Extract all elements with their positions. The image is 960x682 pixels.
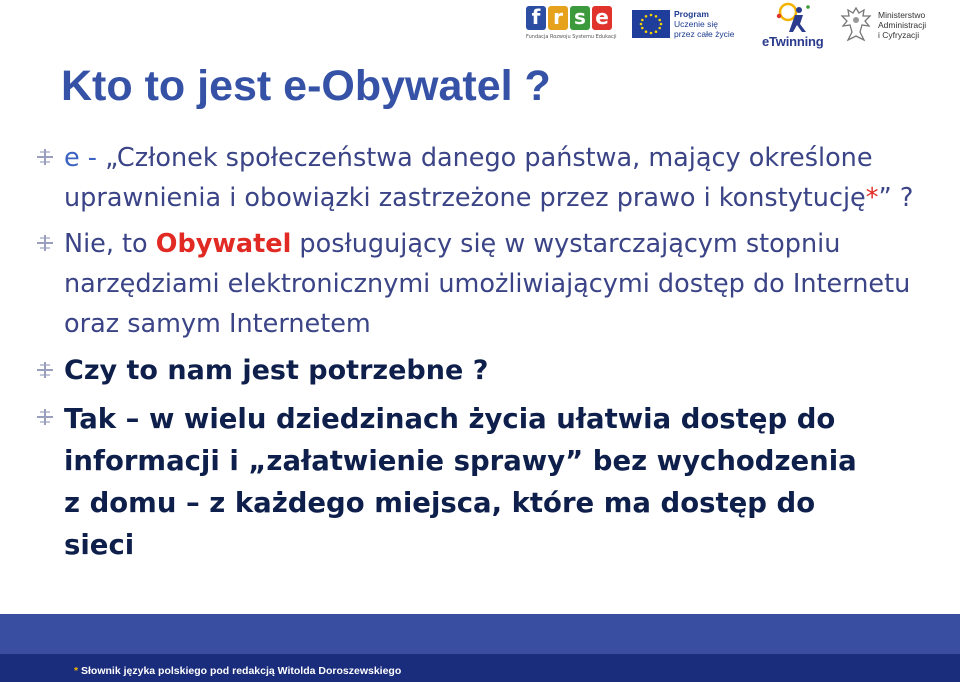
etwinning-logo bbox=[762, 2, 826, 52]
conclusion-line: sieci bbox=[64, 529, 135, 561]
frse-subtitle: Fundacja Rozwoju Systemu Edukacji bbox=[526, 34, 617, 40]
definition-suffix: ” ? bbox=[878, 183, 914, 213]
bullet-list bbox=[36, 138, 936, 566]
highlight-obywatel: Obywatel bbox=[155, 229, 292, 259]
frse-letter: s bbox=[570, 6, 590, 30]
eu-flag-icon bbox=[632, 10, 670, 38]
footnote bbox=[74, 665, 401, 677]
bullet-cross-icon bbox=[36, 148, 54, 166]
slide-title: Kto to jest e-Obywatel ? bbox=[61, 62, 551, 110]
bullet-definition bbox=[36, 138, 936, 218]
program-line: Program bbox=[674, 9, 709, 19]
program-line: przez całe życie bbox=[674, 29, 735, 39]
definition-text: „Członek społeczeństwa danego państwa, mający określone uprawnienia i obowiązki zastrzeżone przez prawo i konstytucję bbox=[64, 143, 873, 213]
frse-letter: e bbox=[592, 6, 612, 30]
answer-text-before: Nie, to bbox=[64, 229, 156, 259]
bullet-conclusion bbox=[36, 398, 936, 566]
bullet-cross-icon bbox=[36, 234, 54, 252]
frse-logo bbox=[526, 6, 618, 48]
footnote-star: * bbox=[74, 665, 79, 677]
answer-text-after: posługujący się w wystarczającym stopniu narzędziami elektronicznymi umożliwiającymi dostęp do Internetu oraz samym Internetem bbox=[64, 229, 911, 339]
ministry-line: Ministerstwo bbox=[878, 10, 926, 20]
footer-band bbox=[0, 614, 960, 654]
bullet-answer bbox=[36, 224, 936, 344]
footnote-star: * bbox=[865, 183, 879, 213]
lifelong-learning-programme-logo bbox=[674, 9, 740, 45]
polish-eagle-icon bbox=[838, 4, 874, 48]
partner-logos bbox=[520, 6, 960, 54]
conclusion-line: informacji i „załatwienie sprawy” bez wychodzenia bbox=[64, 445, 857, 477]
etwinning-figures-icon bbox=[762, 2, 826, 36]
frse-letter: f bbox=[526, 6, 546, 30]
ministry-line: i Cyfryzacji bbox=[878, 30, 920, 40]
question-text: Czy to nam jest potrzebne ? bbox=[64, 355, 489, 386]
bullet-cross-icon bbox=[36, 408, 54, 426]
etwinning-wordmark: eTwinning bbox=[762, 34, 824, 49]
ministry-logo bbox=[838, 4, 960, 50]
footnote-text: Słownik języka polskiego pod redakcją Witolda Doroszewskiego bbox=[78, 665, 402, 677]
frse-letter: r bbox=[548, 6, 568, 30]
bullet-cross-icon bbox=[36, 361, 54, 379]
conclusion-line: z domu – z każdego miejsca, które ma dostęp do bbox=[64, 487, 816, 519]
ministry-line: Administracji bbox=[878, 20, 927, 30]
e-prefix: e - bbox=[64, 143, 106, 173]
program-line: Uczenie się bbox=[674, 19, 718, 29]
footer-bar bbox=[0, 654, 960, 682]
bullet-question bbox=[36, 351, 936, 391]
conclusion-line: Tak – w wielu dziedzinach życia ułatwia dostęp do bbox=[64, 403, 836, 435]
